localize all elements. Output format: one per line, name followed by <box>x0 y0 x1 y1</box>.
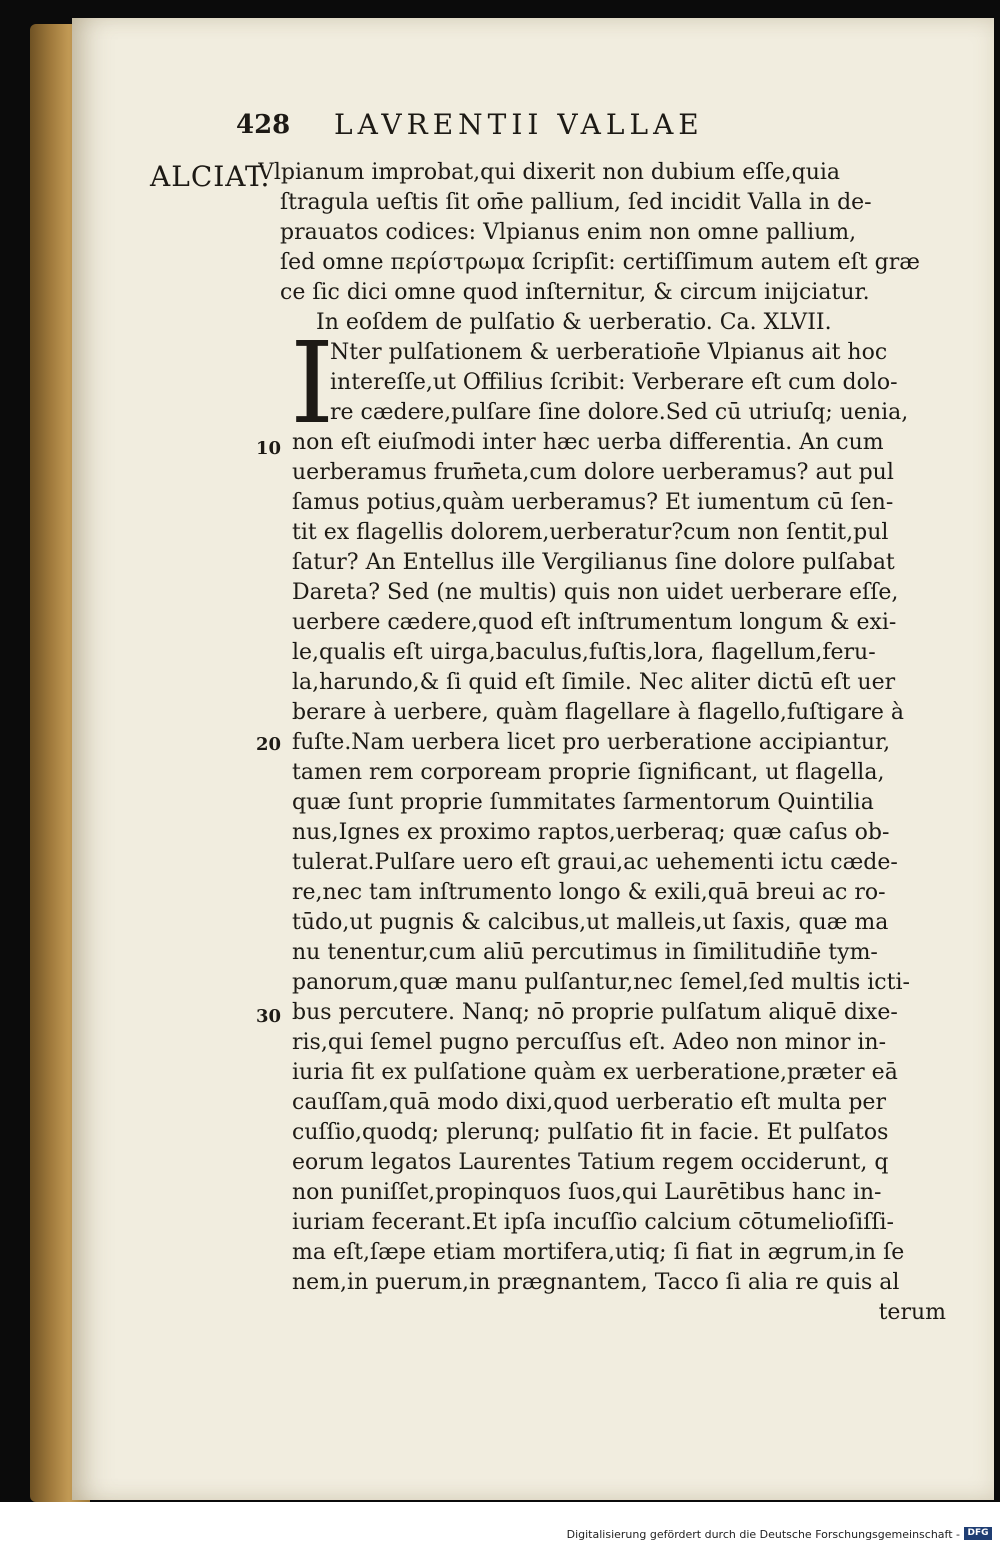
text-line: intereſſe,ut Offilius ſcribit: Verberare eſt cum dolo- <box>330 370 898 395</box>
line-number-20: 20 <box>256 734 282 755</box>
funding-credit: Digitalisierung gefördert durch die Deutsche Forschungsgemeinschaft - <box>566 1528 960 1541</box>
text-line: ſtragula ueſtis ſit om̄e pallium, ſed incidit Valla in de- <box>280 190 872 215</box>
text-line: fuſte.Nam uerbera licet pro uerberatione accipiantur, <box>292 730 891 755</box>
text-line: re,nec tam inſtrumento longo & exili,quā breui ac ro- <box>292 880 886 905</box>
text-line: ris,qui ſemel pugno percuſſus eſt. Adeo non minor in- <box>292 1030 887 1055</box>
drop-cap: I <box>290 319 335 449</box>
page-number: 428 <box>236 110 291 140</box>
text-line: iuriam fecerant.Et ipſa incuſſio calcium cōtumelioſiſſi- <box>292 1210 894 1235</box>
text-line: ſatur? An Entellus ille Vergilianus ſine dolore pulſabat <box>292 550 895 575</box>
text-line: nus,Ignes ex proximo raptos,uerberaq; quæ caſus ob- <box>292 820 890 845</box>
text-line: la,harundo,& ſi quid eſt ſimile. Nec aliter dictū eſt uer <box>292 670 896 695</box>
text-line: tūdo,ut pugnis & calcibus,ut malleis,ut ſaxis, quæ ma <box>292 910 889 935</box>
text-line: berare à uerbere, quàm flagellare à flagello,fuſtigare à <box>292 700 905 725</box>
text-line: prauatos codices: Vlpianus enim non omne pallium, <box>280 220 857 245</box>
chapter-heading: In eoſdem de pulſatio & uerberatio. Ca. XLVII. <box>316 310 832 335</box>
text-line: ſamus potius,quàm uerberamus? Et iumentum cū ſen- <box>292 490 894 515</box>
text-line: re cædere,pulſare ſine dolore.Sed cū utriuſq; uenia, <box>330 400 909 425</box>
catchword: terum <box>878 1300 946 1325</box>
text-line: eorum legatos Laurentes Tatium regem occiderunt, q <box>292 1150 889 1175</box>
running-head <box>236 108 836 144</box>
text-line: nu tenentur,cum aliū percutimus in ſimilitudin̄e tym- <box>292 940 878 965</box>
intro-paragraph <box>258 158 958 308</box>
text-line: cuſſio,quodq; plerunq; pulſatio fit in facie. Et pulſatos <box>292 1120 889 1145</box>
margin-note: ALCIAT. <box>150 160 271 193</box>
line-number-10: 10 <box>256 438 282 459</box>
text-line: le,qualis eſt uirga,baculus,fuſtis,lora, flagellum,feru- <box>292 640 876 665</box>
text-line: uerbere cædere,quod eſt inſtrumentum longum & exi- <box>292 610 897 635</box>
running-title: LAVRENTII VALLAE <box>334 108 704 141</box>
text-line: tulerat.Pulſare uero eſt graui,ac uehementi ictu cæde- <box>292 850 898 875</box>
text-block <box>258 158 958 1328</box>
text-line: bus percutere. Nanq; nō proprie pulſatum aliquē dixe- <box>292 1000 898 1025</box>
text-line: panorum,quæ manu pulſantur,nec ſemel,ſed multis icti- <box>292 970 910 995</box>
text-line: cauſſam,quā modo dixi,quod uerberatio eſt multa per <box>292 1090 886 1115</box>
text-line: nem,in puerum,in prægnantem, Tacco ſi alia re quis al <box>292 1270 900 1295</box>
text-line: Nter pulſationem & uerberation̄e Vlpianus ait hoc <box>330 340 888 365</box>
line-number-30: 30 <box>256 1006 282 1027</box>
text-line: ma eſt,ſæpe etiam mortifera,utiq; ſi fiat in ægrum,in ſe <box>292 1240 905 1265</box>
dfg-logo: DFG <box>964 1527 992 1540</box>
text-line: Dareta? Sed (ne multis) quis non uidet uerberare eſſe, <box>292 580 899 605</box>
text-line: ſed omne περίστρωμα ſcripſit: certiſſimum autem eſt græ <box>280 250 920 275</box>
text-line: iuria fit ex pulſatione quàm ex uerberatione,præter eā <box>292 1060 898 1085</box>
text-line: tit ex flagellis dolorem,uerberatur?cum non ſentit,pul <box>292 520 889 545</box>
digitization-footer <box>0 1502 1000 1546</box>
chapter-body <box>258 428 958 1328</box>
text-line: non eſt eiuſmodi inter hæc uerba differentia. An cum <box>292 430 884 455</box>
text-line: quæ ſunt proprie ſummitates ſarmentorum Quintilia <box>292 790 874 815</box>
text-line: uerberamus frum̄eta,cum dolore uerberamus? aut pul <box>292 460 894 485</box>
text-line: ce ſic dici omne quod inſternitur, & circum inijciatur. <box>280 280 870 305</box>
text-line: non puniſſet,propinquos ſuos,qui Laurētibus hanc in- <box>292 1180 882 1205</box>
text-line: tamen rem corpoream proprie ſignificant, ut flagella, <box>292 760 885 785</box>
text-line: Vlpianum improbat,qui dixerit non dubium eſſe,quia <box>258 160 841 185</box>
